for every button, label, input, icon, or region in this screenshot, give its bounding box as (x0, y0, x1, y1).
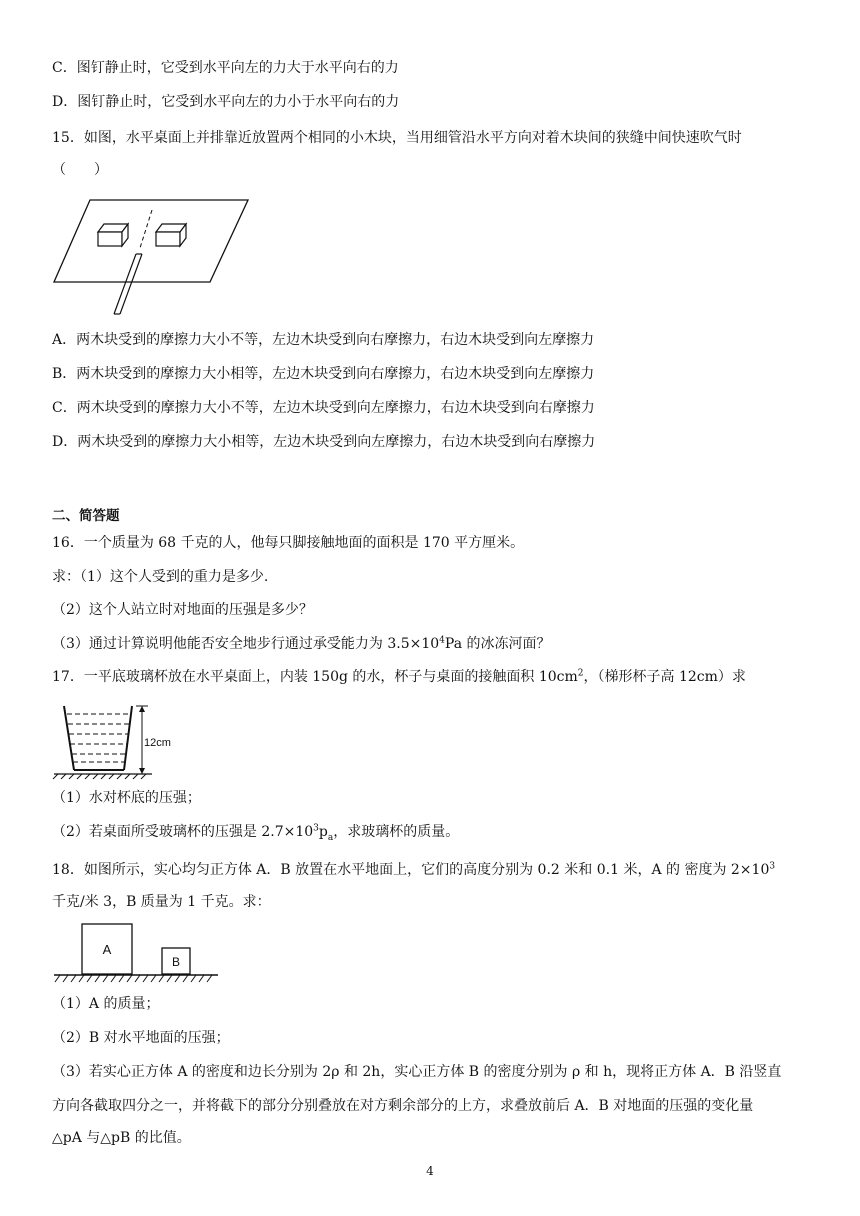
q18-part2: （2）B 对水平地面的压强； (52, 1030, 230, 1046)
cube-b-label: B (171, 955, 181, 969)
q16-part2: （2）这个人站立时对地面的压强是多少？ (52, 602, 313, 618)
q15-option-a: A．两木块受到的摩擦力大小不等，左边木块受到向右摩擦力，右边木块受到向左摩擦力 (52, 332, 595, 348)
cube-a-label: A (102, 942, 112, 957)
q16-stem: 16．一个质量为 68 千克的人，他每只脚接触地面的面积是 170 平方厘米。 (52, 535, 525, 551)
q15-figure-wood-blocks (52, 196, 252, 318)
q16-part1: 求：（1）这个人受到的重力是多少. (52, 569, 269, 585)
q15-option-c: C．两木块受到的摩擦力大小不等，左边木块受到向左摩擦力，右边木块受到向右摩擦力 (52, 400, 595, 416)
q18-figure-cubes (52, 920, 222, 986)
q15-stem: 15．如图，水平桌面上并排靠近放置两个相同的小木块，当用细管沿水平方向对着木块间的狭缝中间快速吹气时 (52, 130, 742, 146)
q15-option-d: D．两木块受到的摩擦力大小相等，左边木块受到向左摩擦力，右边木块受到向右摩擦力 (52, 434, 596, 450)
q17-figure-glass-cup (52, 698, 182, 780)
q15-option-b: B．两木块受到的摩擦力大小相等，左边木块受到向右摩擦力，右边木块受到向左摩擦力 (52, 366, 595, 382)
q18-part3-line2: 方向各截取四分之一，并将截下的部分分别叠放在对方剩余部分的上方，求叠放前后 A．B 对地面的压强的变化量 (52, 1098, 754, 1114)
q17-height-label: 12cm (144, 737, 171, 749)
q15-answer-paren: （ ） (52, 162, 108, 178)
q18-part3-line1: （3）若实心正方体 A 的密度和边长分别为 2ρ 和 2h，实心正方体 B 的密度分别为 ρ 和 h，现将正方体 A．B 沿竖直 (52, 1064, 782, 1080)
page-number: 4 (426, 1164, 434, 1178)
q17-stem: 17．一平底玻璃杯放在水平桌面上，内装 150g 的水，杯子与桌面的接触面积 $10cm^2$，（梯形杯子高 12cm）求 (52, 668, 746, 685)
q18-part3-line3: △pA 与△pB 的比值。 (52, 1130, 191, 1146)
q18-stem-line2: 千克/米 3，B 质量为 1 千克。求： (52, 894, 271, 910)
q17-part1: （1）水对杯底的压强； (52, 790, 201, 806)
q16-part3: （3）通过计算说明他能否安全地步行通过承受能力为 $3.5\times 10^4Pa$ 的冰冻河面？ (52, 635, 551, 652)
q14-option-c: C．图钉静止时，它受到水平向左的力大于水平向右的力 (52, 60, 399, 76)
q18-part1: （1）A 的质量； (52, 996, 160, 1012)
section-title: 二、简答题 (52, 508, 120, 524)
q18-stem-line1: 18．如图所示，实心均匀正方体 A．B 放置在水平地面上，它们的高度分别为 0.2 米和 0.1 米，A 的 密度为 $2\times 10^3$ (52, 861, 776, 878)
q17-part2: （2）若桌面所受玻璃杯的压强是 $2.7\times 10^3p_a$，求玻璃杯的质量。 (52, 823, 460, 843)
q14-option-d: D．图钉静止时，它受到水平向左的力小于水平向右的力 (52, 94, 400, 110)
